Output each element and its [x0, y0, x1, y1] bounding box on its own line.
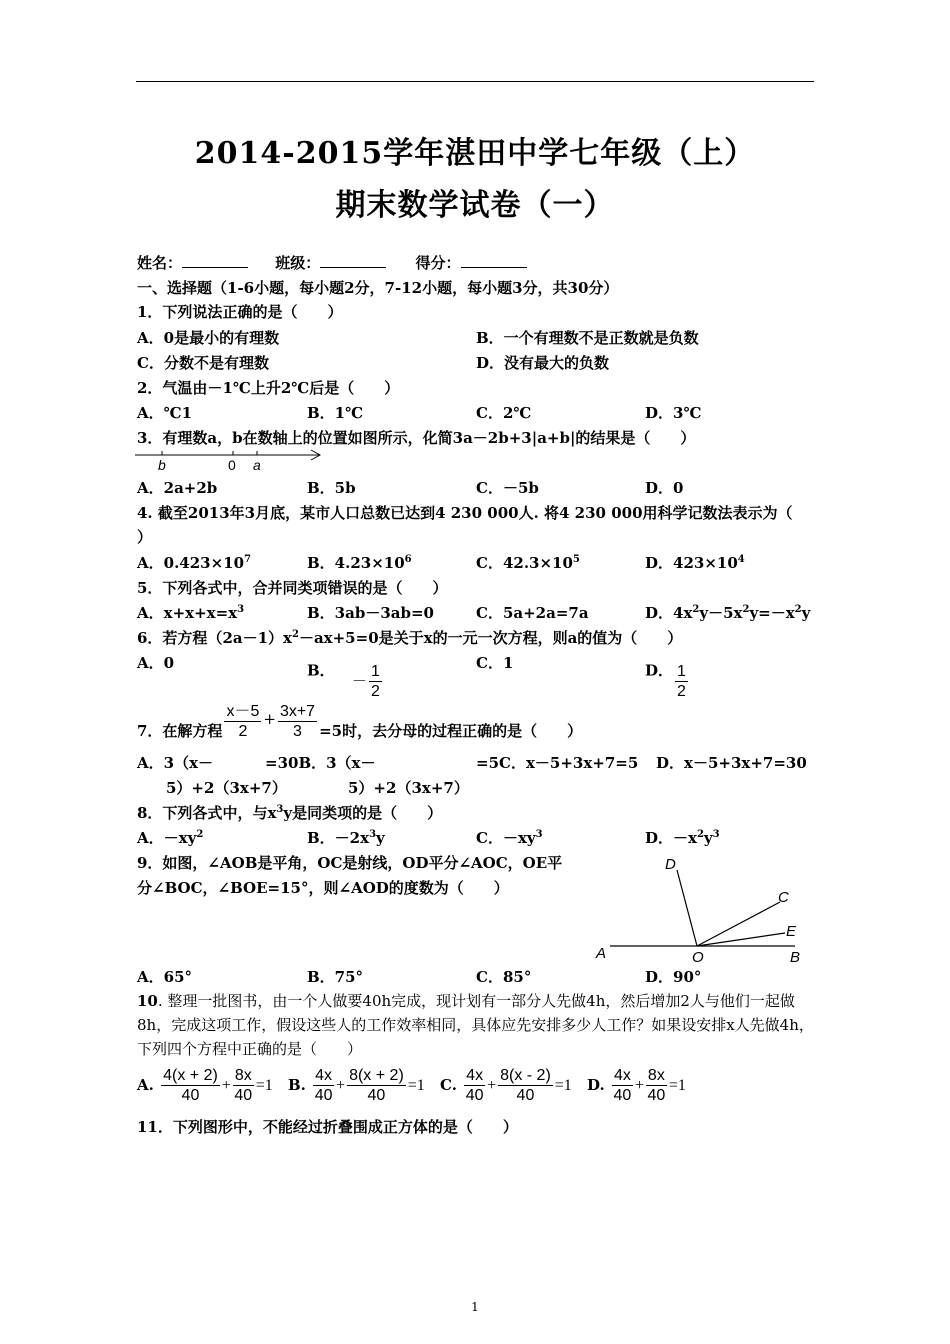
q5-option-c: C．5a+2a=7a: [476, 604, 589, 622]
q6-b-sign: －: [351, 672, 367, 690]
q4-stem-end: ）: [137, 528, 153, 546]
point-b-label: B: [790, 949, 801, 966]
q5-option-b: B．3ab－3ab=0: [307, 604, 434, 622]
label-a: a: [253, 457, 261, 473]
q2-option-d: D．3℃: [645, 404, 702, 422]
q6-option-a: A．0: [137, 654, 175, 672]
q6-option-c: C．1: [476, 654, 514, 672]
q7-option-a-line1: A．3（x－: [137, 754, 214, 772]
point-c-label: C: [778, 889, 789, 906]
ray-od: [677, 870, 697, 946]
q8-option-a: A．$-xy^2$: [137, 829, 204, 847]
q6-b-fraction: $\frac{1}{2}$: [370, 663, 380, 700]
q6-option-b: B． － $\frac{1}{2}$: [307, 661, 380, 700]
section-heading: 一、选择题（1-6小题，每小题2分，7-12小题，每小题3分，共30分）: [137, 279, 619, 297]
q4-option-c: C．$42.3\times 10^5$: [476, 554, 580, 572]
q7-option-a-line2: 5）+2（3x+7）: [166, 779, 287, 797]
name-blank: [182, 253, 248, 268]
q3-option-b: B．5b: [307, 479, 356, 497]
q6-option-d: D． $\frac{1}{2}$: [645, 661, 686, 700]
q2-option-a: A．℃1: [137, 404, 193, 422]
q3-option-c: C．－5b: [476, 479, 539, 497]
q4-option-a: A．$0.423\times 10^7$: [137, 554, 252, 572]
q1-option-b: B．一个有理数不是正数就是负数: [476, 329, 699, 347]
q10-options: [137, 1066, 686, 1105]
q7-option-b-line2: 5）+2（3x+7）: [348, 779, 469, 797]
title-line-1: 2014-2015学年湛田中学七年级（上）: [194, 136, 756, 171]
q6-d-fraction: $\frac{1}{2}$: [677, 663, 686, 700]
q10-option-b: B. $\frac{4x}{40}$ + $\frac{8(x + 2)}{40}$ =1: [288, 1067, 425, 1104]
score-blank: [461, 253, 527, 268]
q9-stem-line1: 9．如图，∠AOB是平角，OC是射线，OD平分∠AOC，OE平: [137, 854, 563, 872]
q7-fraction-2: $\frac{3x+7}{3}$: [279, 703, 316, 740]
label-zero: 0: [228, 457, 236, 473]
q7-stem: 7．在解方程 $\frac{x-5}{2}$ + $\frac{3x+7}{3}$ =5时，去分母的过程正确的是（ ）: [137, 703, 583, 740]
q10-option-a: A. $\frac{4(x + 2)}{40}$ + $\frac{8x}{40}$ =1: [137, 1067, 273, 1104]
q9-option-c: C．85°: [476, 968, 532, 986]
q7-option-d: D．x－5+3x+7=30: [656, 754, 807, 772]
point-d-label: D: [665, 856, 676, 873]
q5-option-a: A．$x+x+x=x^3$: [137, 604, 245, 622]
header-rule: [136, 81, 814, 82]
q1-option-d: D．没有最大的负数: [476, 354, 610, 372]
q11-stem: 11．下列图形中，不能经过折叠围成正方体的是（ ）: [137, 1118, 518, 1136]
q1-stem: 1．下列说法正确的是（ ）: [137, 303, 343, 321]
q5-option-d: D．$4x^2y-5x^2y=-x^2y$: [645, 604, 811, 622]
q8-option-c: C．$-xy^3$: [476, 829, 543, 847]
student-info: 姓名： 班级： 得分：: [137, 252, 527, 273]
q10-option-c: C. $\frac{4x}{40}$ + $\frac{8(x - 2)}{40}$ =1: [440, 1067, 572, 1104]
angle-figure: [590, 850, 810, 968]
q6-stem: 6．若方程$(2a-1)x^2-ax+5=0$是关于x的一元一次方程，则a的值为（ ）: [137, 629, 683, 647]
q2-stem: 2．气温由－1℃上升2℃后是（ ）: [137, 379, 400, 397]
q5-stem: 5．下列各式中，合并同类项错误的是（ ）: [137, 579, 448, 597]
q3-option-a: A．2a+2b: [137, 479, 218, 497]
q7-option-b-line1: =30B．3（x－: [265, 754, 376, 772]
q8-option-b: B．$-2x^3y$: [307, 829, 385, 847]
q1-option-a: A．0是最小的有理数: [137, 329, 280, 347]
q2-option-c: C．2℃: [476, 404, 532, 422]
q10-option-d: D. $\frac{4x}{40}$ + $\frac{8x}{40}$ =1: [587, 1067, 686, 1104]
q10-stem: 10. 整理一批图书，由一个人做要40h完成，现计划有一部分人先做4h，然后增加2人与他们一起做8h，完成这项工作，假设这些人的工作效率相同，具体应先安排多少人工作？如果设安排x人先做4h，下列四个方程中正确的是（ ）: [137, 992, 814, 1058]
q3-option-d: D．0: [645, 479, 684, 497]
q4-option-b: B．$4.23\times 10^6$: [307, 554, 412, 572]
point-a-label: A: [596, 945, 607, 962]
q8-stem: 8．下列各式中，与$x^3y$是同类项的是（ ）: [137, 804, 443, 822]
point-e-label: E: [786, 923, 797, 940]
q9-option-a: A．65°: [137, 968, 193, 986]
q9-option-d: D．90°: [645, 968, 702, 986]
number-line-figure: [135, 446, 325, 474]
q3-stem: 3．有理数a，b在数轴上的位置如图所示，化简3a－2b+3|a+b|的结果是（ ）: [137, 429, 696, 447]
q9-option-b: B．75°: [307, 968, 364, 986]
q1-option-c: C．分数不是有理数: [137, 354, 269, 372]
q9-stem-line2: 分∠BOC，∠BOE=15°，则∠AOD的度数为（ ）: [137, 879, 509, 897]
point-o-label: O: [692, 949, 704, 966]
q2-option-b: B．1℃: [307, 404, 364, 422]
q7-option-c: =5C．x－5+3x+7=5: [476, 754, 639, 772]
q8-option-d: D．$-x^2y^3$: [645, 829, 720, 847]
class-blank: [320, 253, 386, 268]
label-b: b: [158, 457, 166, 473]
q4-option-d: D．$423\times 10^4$: [645, 554, 745, 572]
q4-stem: 4. 截至2013年3月底，某市人口总数已达到4 230 000人. 将4 230 000用科学记数法表示为（: [137, 504, 793, 522]
title-line-2: 期末数学试卷（一）: [335, 188, 615, 223]
q7-fraction-1: $\frac{x-5}{2}$: [226, 703, 260, 740]
page-number: 1: [471, 1300, 479, 1314]
